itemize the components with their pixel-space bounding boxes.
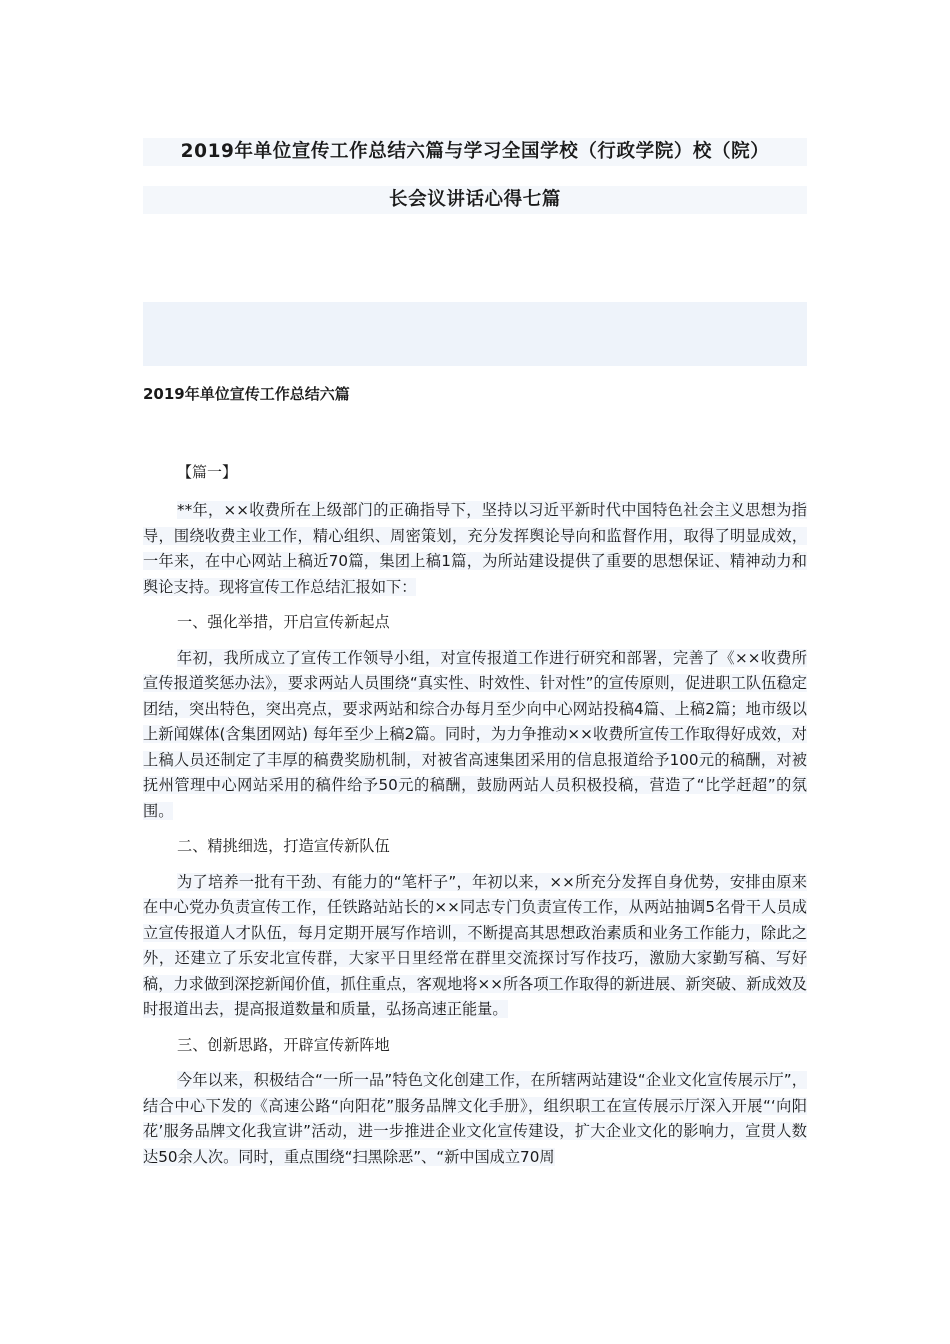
body-text [143, 498, 807, 1180]
part-label: 【篇一】 [177, 463, 238, 481]
section-heading: 2019年单位宣传工作总结六篇 [143, 385, 350, 403]
paragraph-3: 今年以来，积极结合“一所一品”特色文化创建工作，在所辖两站建设“企业文化宣传展示厅”，结合中心下发的《高速公路“向阳花”服务品牌文化手册》，组织职工在宣传展示厅深入开展“‘向阳花’服务品牌文化我宣讲”活动，进一步推进企业文化宣传建设，扩大企业文化的影响力，宣贯人数达50余人次。同时，重点围绕“扫黑除恶”、“新中国成立70周 [143, 1071, 807, 1166]
paragraph-1: 年初，我所成立了宣传工作领导小组，对宣传报道工作进行研究和部署，完善了《××收费所宣传报道奖惩办法》，要求两站人员围绕“真实性、时效性、针对性”的宣传原则，促进职工队伍稳定团结，突出特色，突出亮点，要求两站和综合办每月至少向中心网站投稿4篇、上稿2篇；地市级以上新闻媒体(含集团网站) 每年至少上稿2篇。同时，为力争推动××收费所宣传工作取得好成效，对上稿人员还制定了丰厚的稿费奖励机制，对被省高速集团采用的信息报道给予100元的稿酬，对被抚州管理中心网站采用的稿件给予50元的稿酬，鼓励两站人员积极投稿，营造了“比学赶超”的氛围。 [143, 648, 807, 820]
subheading-3: 三、创新思路，开辟宣传新阵地 [177, 1035, 390, 1054]
paragraph-2: 为了培养一批有干劲、有能力的“笔杆子”，年初以来，××所充分发挥自身优势，安排由原来在中心党办负责宣传工作，任铁路站站长的××同志专门负责宣传工作，从两站抽调5名骨干人员成立宣传报道人才队伍，每月定期开展写作培训，不断提高其思想政治素质和业务工作能力，除此之外，还建立了乐安北宣传群，大家平日里经常在群里交流探讨写作技巧，激励大家勤写稿、写好稿，力求做到深挖新闻价值，抓住重点，客观地将××所各项工作取得的新进展、新突破、新成效及时报道出去，提高报道数量和质量，弘扬高速正能量。 [143, 872, 807, 1018]
document-title-line-1: 2019年单位宣传工作总结六篇与学习全国学校（行政学院）校（院） [143, 138, 807, 166]
subheading-2: 二、精挑细选，打造宣传新队伍 [177, 837, 390, 855]
document-title-line-2: 长会议讲话心得七篇 [143, 186, 807, 214]
paragraph-intro: **年，××收费所在上级部门的正确指导下，坚持以习近平新时代中国特色社会主义思想为指导，围绕收费主业工作，精心组织、周密策划，充分发挥舆论导向和监督作用，取得了明显成效，一年来，在中心网站上稿近70篇，集团上稿1篇，为所站建设提供了重要的思想保证、精神动力和舆论支持。现将宣传工作总结汇报如下： [143, 501, 807, 596]
subheading-1: 一、强化举措，开启宣传新起点 [177, 613, 390, 631]
blank-banner [143, 302, 807, 366]
